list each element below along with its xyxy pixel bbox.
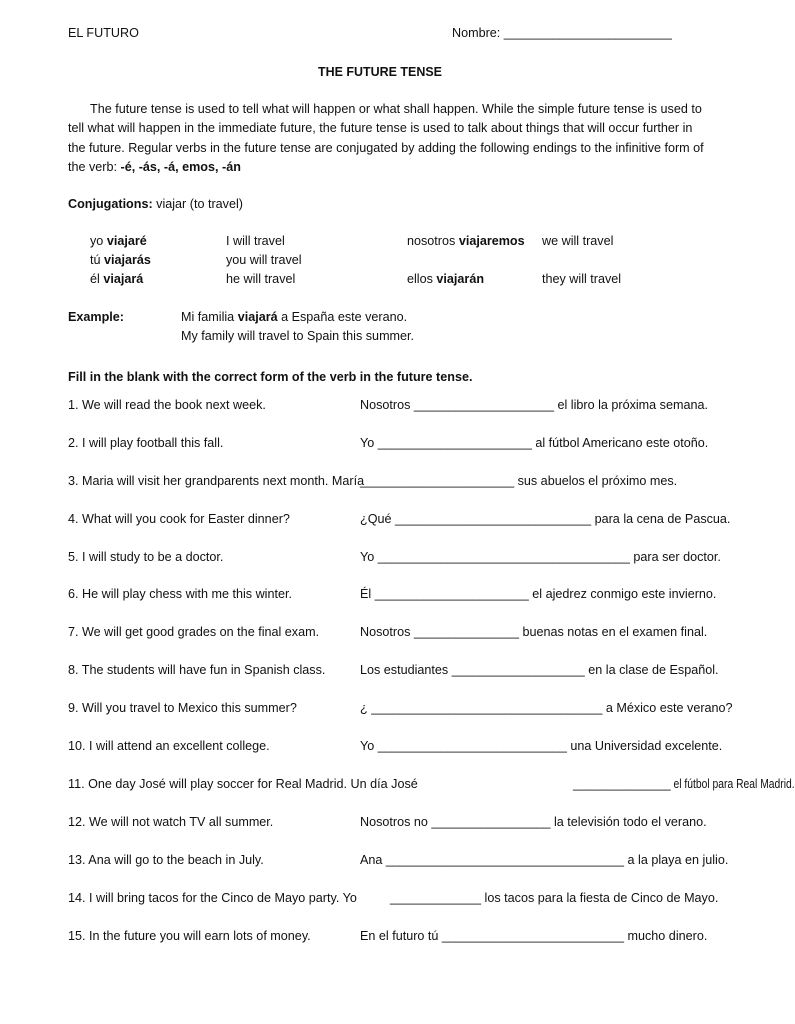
exercise-spanish: Nosotros ____________________ el libro la próxima semana. [360,398,708,412]
exercise-spanish: ¿Qué ____________________________ para la cena de Pascua. [360,512,731,526]
exercise-english: 4. What will you cook for Easter dinner? [68,512,290,526]
exercise-row [68,436,748,454]
exercise-row [68,512,748,530]
conj-translation: you will travel [226,253,302,267]
exercise-row [68,815,748,833]
exercise-spanish: _________________ el fútbol para Real Madrid. [573,777,795,791]
conjugations-label: Conjugations: [68,197,153,211]
conj-pronoun-verb: ellos viajarán [407,272,485,286]
intro-endings: -é, -ás, -á, emos, -án [120,159,241,174]
exercise-row [68,853,748,871]
intro-text: The future tense is used to tell what will happen or what shall happen. While the simple future tense is used to tell what will happen in the immediate future, the future tense is used to talk about things that will occur further in the future. Regular verbs in the future tense are conjugated by adding the following endings to the infinitive form of the verb: [68,102,704,174]
example-label: Example: [68,310,124,324]
exercise-english: 2. I will play football this fall. [68,436,224,450]
conj-pronoun-verb: él viajará [90,272,144,286]
exercise-spanish: En el futuro tú __________________________ mucho dinero. [360,929,708,943]
exercise-english: 14. I will bring tacos for the Cinco de Mayo party. Yo [68,891,357,905]
exercise-row [68,398,748,416]
exercise-english: 11. One day José will play soccer for Real Madrid. Un día José [68,777,418,791]
exercise-spanish: Nosotros no _________________ la televisión todo el verano. [360,815,707,829]
exercise-row [68,891,748,909]
exercise-spanish: Yo ______________________ al fútbol Americano este otoño. [360,436,709,450]
exercise-english: 9. Will you travel to Mexico this summer? [68,701,297,715]
example-spanish: Mi familia viajará a España este verano. [181,310,408,324]
exercise-spanish: Nosotros _______________ buenas notas en el examen final. [360,625,708,639]
exercise-row [68,550,748,568]
exercise-english: 3. Maria will visit her grandparents next month. María [68,474,365,488]
exercise-spanish: _____________ los tacos para la fiesta de Cinco de Mayo. [390,891,719,905]
conj-translation: I will travel [226,234,285,248]
exercise-row [68,663,748,681]
conj-translation: they will travel [542,272,622,286]
exercise-spanish: Ana __________________________________ a la playa en julio. [360,853,729,867]
conjugations-verb: viajar (to travel) [152,197,243,211]
exercise-english: 1. We will read the book next week. [68,398,266,412]
exercise-spanish: ¿ _________________________________ a México este verano? [360,701,733,715]
exercise-english: 13. Ana will go to the beach in July. [68,853,264,867]
exercise-english: 6. He will play chess with me this winter. [68,587,292,601]
example-english: My family will travel to Spain this summer. [181,329,415,343]
exercise-english: 15. In the future you will earn lots of money. [68,929,311,943]
conj-translation: we will travel [542,234,614,248]
conj-pronoun-verb: tú viajarás [90,253,151,267]
exercise-spanish: Él ______________________ el ajedrez conmigo este invierno. [360,587,717,601]
exercise-spanish: Yo ___________________________ una Universidad excelente. [360,739,723,753]
exercise-english: 7. We will get good grades on the final exam. [68,625,320,639]
conj-translation: he will travel [226,272,296,286]
exercise-row [68,929,748,947]
exercise-english: 8. The students will have fun in Spanish class. [68,663,326,677]
exercise-row [68,701,748,719]
intro-paragraph [68,100,708,177]
exercise-row [68,474,748,492]
exercise-english: 5. I will study to be a doctor. [68,550,224,564]
name-field-label: Nombre: ________________________ [452,26,672,40]
exercise-spanish: ______________________ sus abuelos el próximo mes. [360,474,678,488]
conj-pronoun-verb: nosotros viajaremos [407,234,525,248]
exercise-spanish: Los estudiantes ___________________ en la clase de Español. [360,663,719,677]
exercise-english: 12. We will not watch TV all summer. [68,815,274,829]
conj-pronoun-verb: yo viajaré [90,234,147,248]
conjugations-heading [68,197,243,213]
exercise-english: 10. I will attend an excellent college. [68,739,270,753]
exercise-row [68,777,795,795]
instructions: Fill in the blank with the correct form of the verb in the future tense. [68,370,473,384]
exercise-spanish: Yo ____________________________________ para ser doctor. [360,550,721,564]
exercise-row [68,739,748,757]
header-left: EL FUTURO [68,26,139,40]
exercise-row [68,625,748,643]
exercise-row [68,587,748,605]
page-title: THE FUTURE TENSE [318,65,442,79]
